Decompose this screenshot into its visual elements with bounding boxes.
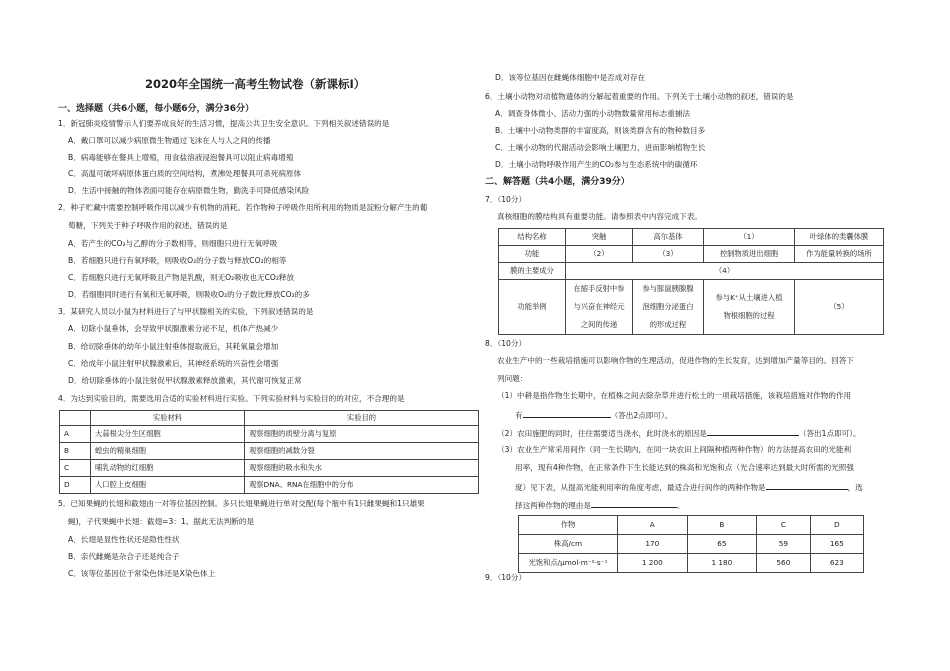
q2-option-d: D．若细胞同时进行有氧和无氧呼吸，则吸收O₂的分子数比释放CO₂的多: [68, 290, 310, 299]
table-cell: 人口腔上皮细胞: [91, 477, 245, 494]
q4-header-cell: 实验目的: [245, 411, 479, 426]
cell-line: 参与豚鼠胰腺腺: [642, 284, 694, 293]
table-cell: 65: [687, 535, 757, 554]
question-5-stem-line1: 5．已知果蝇的长翅和截翅由一对等位基因控制。多只长翅果蝇进行单对交配(每个瓶中有1只雌果蝇和1只雄果: [58, 499, 425, 508]
table-cell: 观察DNA、RNA在细胞中的分布: [245, 477, 479, 494]
q3-option-a: A．切除小鼠垂体，会导致甲状腺激素分泌不足，机体产热减少: [68, 324, 279, 333]
cell-line: 与兴奋在神经元: [573, 302, 625, 311]
table-cell: 控制物质进出细胞: [704, 246, 795, 263]
question-5-stem-line2: 蝇)，子代果蝇中长翅：截翅=3：1。据此无法判断的是: [68, 517, 255, 526]
q7-table: [498, 228, 884, 335]
q6-option-c: C．土壤小动物的代谢活动会影响土壤肥力，进而影响植物生长: [495, 143, 706, 152]
q1-option-d: D．生活中接触的物体表面可能存在病原微生物，勤洗手可降低感染风险: [68, 186, 310, 195]
section-heading-answer: 二、解答题（共4小题，满分39分）: [485, 177, 630, 187]
table-cell: 膜的主要成分: [499, 263, 566, 280]
table-cell: 59: [757, 535, 810, 554]
table-cell: （5）: [795, 280, 884, 335]
table-row: [60, 426, 479, 443]
q8-sub1-line2: [515, 410, 672, 420]
table-cell: A: [60, 426, 91, 443]
table-cell: 功能举例: [499, 280, 566, 335]
q4-header-cell: 实验材料: [91, 411, 245, 426]
cell-line: 的形成过程: [649, 320, 687, 329]
question-1-stem: 1．新冠肺炎疫情警示人们要养成良好的生活习惯，提高公共卫生安全意识。下列相关叙述错误的是: [58, 119, 390, 128]
q5-option-a: A．长翅是显性性状还是隐性性状: [68, 535, 180, 544]
question-9-number: 9．（10分）: [485, 573, 527, 582]
table-cell: 560: [757, 554, 810, 573]
q8-table: [518, 515, 864, 573]
cell-line: 物根细胞的过程: [723, 311, 775, 320]
q6-option-d: D．土壤小动物呼吸作用产生的CO₂参与生态系统中的碳循环: [495, 160, 698, 169]
table-cell: 1 200: [618, 554, 688, 573]
table-row: [519, 554, 864, 573]
table-cell: 功能: [499, 246, 566, 263]
table-cell: A: [618, 516, 688, 535]
q3-option-c: C．给成年小鼠注射甲状腺激素后，其神经系统的兴奋性会增强: [68, 359, 279, 368]
table-cell: 叶绿体的类囊体膜: [795, 229, 884, 246]
table-cell: 165: [810, 535, 863, 554]
table-row: [519, 535, 864, 554]
table-cell: 作物: [519, 516, 618, 535]
table-cell: D: [60, 477, 91, 494]
table-cell: 观察细胞的减数分裂: [245, 443, 479, 460]
question-8-number: 8．（10分）: [485, 339, 527, 348]
table-cell: 观察细胞的吸水和失水: [245, 460, 479, 477]
q2-option-c: C．若细胞只进行无氧呼吸且产物是乳酸，则无O₂吸收也无CO₂释放: [68, 273, 295, 282]
text: 。: [676, 501, 685, 510]
q8-sub3-line2: 用率，现有4种作物，在正常条件下生长能达到的株高和光饱和点（光合速率达到最大时所需的光照强: [515, 463, 854, 472]
q3-option-b: B．给切除垂体的幼年小鼠注射垂体提取液后，其耗氧量会增加: [68, 342, 279, 351]
table-row: [519, 516, 864, 535]
table-cell: [704, 280, 795, 335]
q2-option-b: B．若细胞只进行有氧呼吸，则吸收O₂的分子数与释放CO₂的相等: [68, 256, 287, 265]
table-row: [499, 246, 884, 263]
cell-line: 在缩手反射中参: [573, 284, 625, 293]
q8-sub2: [497, 428, 861, 438]
q4-header-cell: [60, 411, 91, 426]
table-cell: 1 180: [687, 554, 757, 573]
table-cell: 突触: [566, 229, 633, 246]
question-2-stem-line2: 萄糖，下列关于种子呼吸作用的叙述，错误的是: [68, 221, 228, 230]
text: （答出1点即可）。: [798, 429, 861, 438]
table-cell: D: [810, 516, 863, 535]
table-row: [499, 280, 884, 335]
question-6-stem: 6．土壤小动物对动植物遗体的分解起着重要的作用。下列关于土壤小动物的叙述，错误的是: [485, 92, 794, 101]
q6-option-b: B．土壤中小动物类群的丰富度高，则该类群含有的物种数目多: [495, 126, 706, 135]
q8-sub3-line4: [515, 500, 685, 510]
answer-blank[interactable]: [766, 482, 848, 490]
answer-blank[interactable]: [523, 410, 611, 418]
cell-line: 泡细胞分泌蛋白: [642, 302, 694, 311]
text: 有: [515, 411, 523, 420]
table-row: [499, 229, 884, 246]
q5-option-c: C．该等位基因位于常染色体还是X染色体上: [68, 569, 216, 578]
table-cell: [633, 280, 704, 335]
question-7-number: 7．（10分）: [485, 195, 527, 204]
table-cell: 哺乳动物的红细胞: [91, 460, 245, 477]
table-cell: 光饱和点/μmol·m⁻²·s⁻¹: [519, 554, 618, 573]
q5-option-b: B．亲代雌蝇是杂合子还是纯合子: [68, 552, 180, 561]
table-row: [60, 460, 479, 477]
table-cell: （1）: [704, 229, 795, 246]
table-cell: 结构名称: [499, 229, 566, 246]
question-7-intro: 真核细胞的膜结构具有重要功能。请参照表中内容完成下表。: [497, 212, 703, 221]
q1-option-c: C．高温可破坏病原体蛋白质的空间结构，煮沸处理餐具可杀死病原体: [68, 169, 302, 178]
table-cell: 623: [810, 554, 863, 573]
table-row: [499, 263, 884, 280]
table-cell: （2）: [566, 246, 633, 263]
section-heading-choice: 一、选择题（共6小题，每小题6分，满分36分）: [58, 104, 255, 114]
q8-intro-line1: 农业生产中的一些栽培措施可以影响作物的生理活动，促进作物的生长发育，达到增加产量等目的。回答下: [497, 356, 854, 365]
page-title: 2020年全国统一高考生物试卷（新课标Ⅰ）: [145, 77, 366, 91]
q8-sub3-line3: [515, 482, 863, 492]
q5-option-d: D．该等位基因在雌蝇体细胞中是否成对存在: [495, 73, 646, 82]
table-cell: 高尔基体: [633, 229, 704, 246]
question-3-stem: 3．某研究人员以小鼠为材料进行了与甲状腺相关的实验，下列叙述错误的是: [58, 307, 314, 316]
q8-intro-line2: 列问题：: [497, 374, 528, 383]
table-cell: 大蒜根尖分生区细胞: [91, 426, 245, 443]
text: 度）见下表，从提高光能利用率的角度考虑，最适合进行间作的两种作物是: [515, 483, 766, 492]
table-cell: B: [687, 516, 757, 535]
table-row: [60, 477, 479, 494]
table-cell: [566, 280, 633, 335]
answer-blank[interactable]: [707, 428, 799, 436]
table-cell: C: [757, 516, 810, 535]
q8-sub1-line1: （1）中耕是指作物生长期中，在植株之间去除杂草并进行松土的一项栽培措施，该栽培措施对作物的作用: [497, 391, 852, 400]
table-cell: 蝗虫的精巢细胞: [91, 443, 245, 460]
q2-option-a: A．若产生的CO₂与乙醇的分子数相等，则细胞只进行无氧呼吸: [68, 239, 278, 248]
table-cell: （4）: [566, 263, 884, 280]
q4-table-header: [60, 411, 479, 426]
table-cell: 观察细胞的质壁分离与复原: [245, 426, 479, 443]
question-2-stem-line1: 2．种子贮藏中需要控制呼吸作用以减少有机物的消耗。若作物种子呼吸作用所利用的物质是淀粉分解产生的葡: [58, 203, 428, 212]
table-cell: 作为能量转换的场所: [795, 246, 884, 263]
table-cell: 株高/cm: [519, 535, 618, 554]
text: （2）农田施肥的同时，往往需要适当浇水，此时浇水的原因是: [497, 429, 707, 438]
cell-line: 参与K⁺从土壤进入植: [715, 293, 783, 302]
table-cell: （3）: [633, 246, 704, 263]
text: （答出2点即可）。: [610, 411, 673, 420]
q4-table: [59, 410, 479, 494]
q1-option-a: A．戴口罩可以减少病原微生物通过飞沫在人与人之间的传播: [68, 136, 271, 145]
text: 择这两种作物的理由是: [515, 501, 591, 510]
q3-option-d: D．给切除垂体的小鼠注射促甲状腺激素释放激素，其代谢可恢复正常: [68, 376, 302, 385]
q6-option-a: A．调查身体微小、活动力强的小动物数量常用标志重捕法: [495, 109, 691, 118]
table-cell: B: [60, 443, 91, 460]
table-cell: 170: [618, 535, 688, 554]
q1-option-b: B．病毒能够在餐具上增殖，用食盐溶液浸泡餐具可以阻止病毒增殖: [68, 153, 294, 162]
table-cell: C: [60, 460, 91, 477]
table-row: [60, 443, 479, 460]
q8-sub3-line1: （3）农业生产常采用间作（同一生长期内，在同一块农田上间隔种植两种作物）的方法提高农田的光能利: [497, 445, 852, 454]
cell-line: 之间的传递: [580, 320, 618, 329]
text: ，选: [847, 483, 863, 492]
question-4-stem: 4．为达到实验目的，需要选用合适的实验材料进行实验。下列实验材料与实验目的的对应，不合理的是: [58, 394, 405, 403]
answer-blank[interactable]: [591, 500, 677, 508]
